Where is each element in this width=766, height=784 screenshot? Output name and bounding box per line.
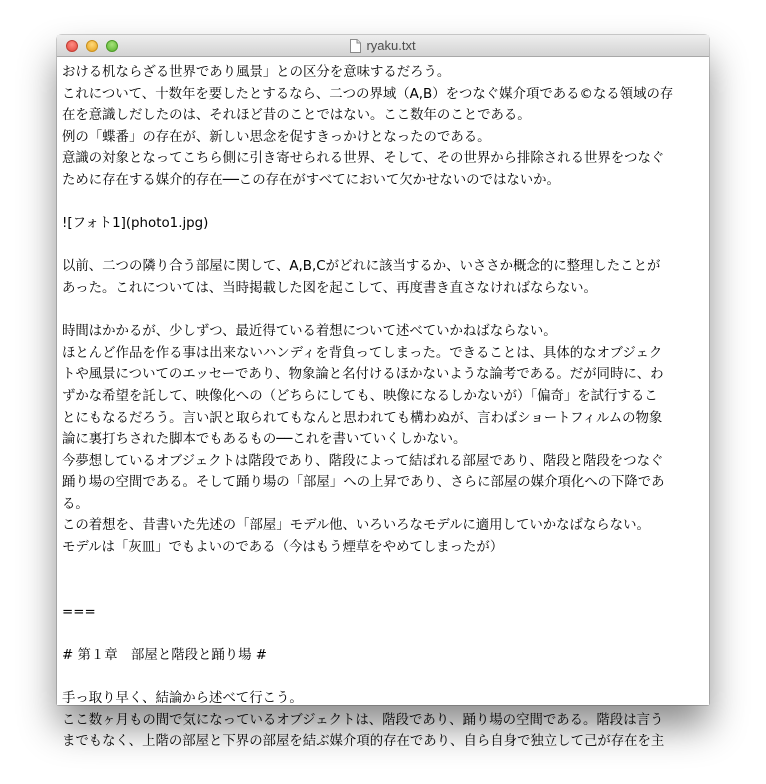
text-line <box>62 300 709 322</box>
text-line <box>62 623 709 645</box>
text-line: 在を意識しだしたのは、それほど昔のことではない。ここ数年のことである。 <box>62 108 531 124</box>
text-line <box>62 667 709 689</box>
text-line: ここ数ヶ月もの間で気になっているオブジェクトは、階段であり、踊り場の空間である。階段は言う <box>62 712 664 728</box>
text-line: ![フォト1](photo1.jpg) <box>62 216 209 232</box>
text-line: 論に裏打ちされた脚本でもあるもの──これを書いていくしかない。 <box>62 432 467 448</box>
text-line: ずかな希望を託して、映像化への（どちらにしても、映像になるしかないが）「偏奇」を試行するこ <box>62 388 658 404</box>
text-line <box>62 235 709 257</box>
text-line: # 第１章 部屋と階段と踊り場 # <box>62 648 268 664</box>
text-line <box>62 580 709 602</box>
text-line: 踊り場の空間である。そして踊り場の「部屋」への上昇であり、さらに部屋の媒介項化への下降であ <box>62 475 665 491</box>
text-line: この着想を、昔書いた先述の「部屋」モデル他、いろいろなモデルに適用していかなばならない。 <box>62 518 650 534</box>
text-line: ほとんど作品を作る事は出来ないハンディを背負ってしまった。できることは、具体的なオブジェク <box>62 345 663 361</box>
text-line: あった。これについては、当時掲載した図を起こして、再度書き直さなければならない。 <box>62 280 597 296</box>
document-icon <box>350 39 361 53</box>
text-line: 時間はかかるが、少しずつ、最近得ている着想について述べていかねばならない。 <box>62 324 557 340</box>
text-line: おける机ならざる世界であり風景」との区分を意味するだろう。 <box>62 65 451 80</box>
text-line: 今夢想しているオブジェクトは階段であり、階段によって結ばれる部屋であり、階段と階段をつなぐ <box>62 453 664 469</box>
text-line: 以前、二つの隣り合う部屋に関して、A,B,Cがどれに該当するか、いささか概念的に整理したことが <box>62 259 661 275</box>
window-title: ryaku.txt <box>366 38 416 53</box>
text-line: る。 <box>62 496 89 512</box>
text-line: これについて、十数年を要したとするなら、二つの界域（A,B）をつなぐ媒介項である©なる領域の存 <box>62 86 674 102</box>
text-line: 手っ取り早く、結論から述べて行こう。 <box>62 691 303 707</box>
text-line: までもなく、上階の部屋と下界の部屋を結ぶ媒介項的存在であり、自ら自身で独立して己が存在を主 <box>62 734 665 750</box>
text-line: とにもなるだろう。言い訳と取られてもなんと思われても構わぬが、言わばショートフィルムの物象 <box>62 410 663 426</box>
window-title-group <box>57 35 709 56</box>
text-line: モデルは「灰皿」でもよいのである（今はもう煙草をやめてしまったが） <box>62 540 504 556</box>
text-line <box>62 559 709 581</box>
text-line <box>62 192 709 214</box>
text-line: トや風景についてのエッセーであり、物象論と名付けるほかないような論考である。だが同時に、わ <box>62 367 664 383</box>
text-editor-window <box>57 35 709 750</box>
text-line: 意識の対象となってこちら側に引き寄せられる世界、そして、その世界から排除される世界をつなぐ <box>62 151 665 167</box>
document-text-area[interactable] <box>57 57 709 750</box>
text-line: === <box>62 604 96 620</box>
text-line: 例の「蝶番」の存在が、新しい思念を促すきっかけとなったのである。 <box>62 129 491 145</box>
text-line: ために存在する媒介的存在──この存在がすべてにおいて欠かせないのではないか。 <box>62 172 560 188</box>
window-titlebar[interactable] <box>57 35 709 57</box>
